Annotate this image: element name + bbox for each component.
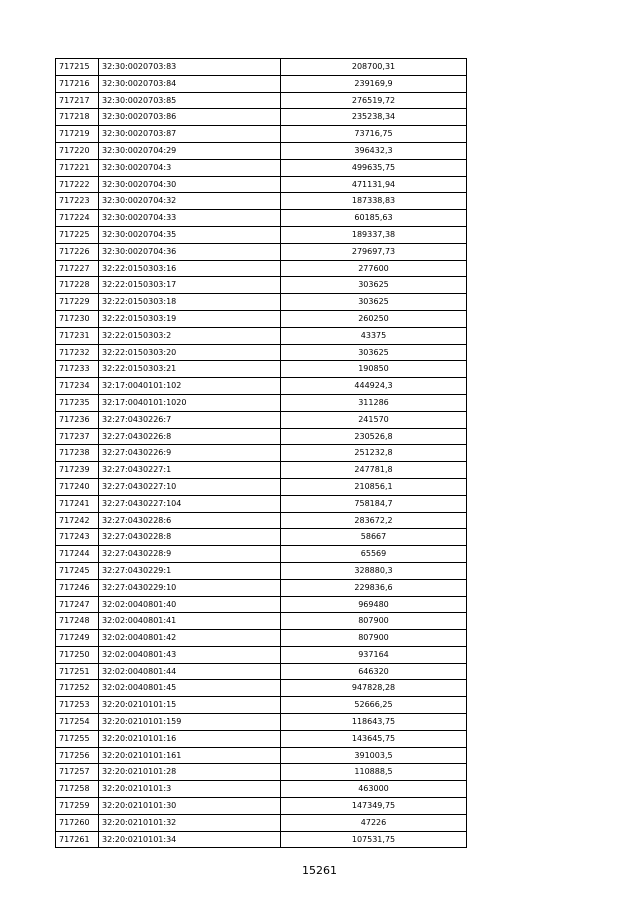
- cadastral-number-cell: 32:20:0210101:34: [99, 831, 281, 848]
- cadastral-number-cell: 32:30:0020704:29: [99, 142, 281, 159]
- cadastral-number-cell: 32:22:0150303:18: [99, 294, 281, 311]
- cadastral-value-table: [55, 58, 467, 848]
- cadastral-value-cell: 303625: [281, 277, 467, 294]
- cadastral-number-cell: 32:20:0210101:16: [99, 730, 281, 747]
- cadastral-number-cell: 32:30:0020704:35: [99, 226, 281, 243]
- cadastral-value-cell: 208700,31: [281, 59, 467, 76]
- cadastral-number-cell: 32:27:0430228:9: [99, 546, 281, 563]
- table-row: [56, 495, 467, 512]
- table-row: [56, 428, 467, 445]
- row-id-cell: 717225: [56, 226, 99, 243]
- table-row: [56, 747, 467, 764]
- cadastral-number-cell: 32:02:0040801:41: [99, 613, 281, 630]
- cadastral-number-cell: 32:27:0430227:1: [99, 462, 281, 479]
- cadastral-value-cell: 247781,8: [281, 462, 467, 479]
- row-id-cell: 717226: [56, 243, 99, 260]
- table-row: [56, 462, 467, 479]
- table-row: [56, 193, 467, 210]
- page-number: 15261: [302, 864, 337, 877]
- cadastral-value-cell: 229836,6: [281, 579, 467, 596]
- cadastral-number-cell: 32:02:0040801:45: [99, 680, 281, 697]
- table-row: [56, 210, 467, 227]
- cadastral-value-cell: 143645,75: [281, 730, 467, 747]
- cadastral-number-cell: 32:20:0210101:30: [99, 798, 281, 815]
- cadastral-value-cell: 110888,5: [281, 764, 467, 781]
- cadastral-value-cell: 311286: [281, 394, 467, 411]
- row-id-cell: 717238: [56, 445, 99, 462]
- row-id-cell: 717224: [56, 210, 99, 227]
- cadastral-value-cell: 65569: [281, 546, 467, 563]
- cadastral-number-cell: 32:27:0430226:8: [99, 428, 281, 445]
- table-row: [56, 646, 467, 663]
- cadastral-value-cell: 471131,94: [281, 176, 467, 193]
- cadastral-number-cell: 32:30:0020704:32: [99, 193, 281, 210]
- cadastral-value-cell: 239169,9: [281, 75, 467, 92]
- cadastral-number-cell: 32:22:0150303:20: [99, 344, 281, 361]
- cadastral-number-cell: 32:22:0150303:21: [99, 361, 281, 378]
- cadastral-value-cell: 807900: [281, 613, 467, 630]
- row-id-cell: 717215: [56, 59, 99, 76]
- cadastral-number-cell: 32:17:0040101:102: [99, 378, 281, 395]
- cadastral-number-cell: 32:27:0430228:6: [99, 512, 281, 529]
- cadastral-value-cell: 303625: [281, 294, 467, 311]
- row-id-cell: 717251: [56, 663, 99, 680]
- cadastral-number-cell: 32:20:0210101:32: [99, 814, 281, 831]
- row-id-cell: 717233: [56, 361, 99, 378]
- row-id-cell: 717256: [56, 747, 99, 764]
- row-id-cell: 717239: [56, 462, 99, 479]
- table-row: [56, 781, 467, 798]
- table-row: [56, 831, 467, 848]
- cadastral-number-cell: 32:27:0430229:10: [99, 579, 281, 596]
- cadastral-value-cell: 758184,7: [281, 495, 467, 512]
- cadastral-number-cell: 32:20:0210101:3: [99, 781, 281, 798]
- cadastral-number-cell: 32:02:0040801:40: [99, 596, 281, 613]
- cadastral-number-cell: 32:30:0020703:85: [99, 92, 281, 109]
- cadastral-value-cell: 328880,3: [281, 562, 467, 579]
- cadastral-number-cell: 32:20:0210101:15: [99, 697, 281, 714]
- cadastral-number-cell: 32:30:0020704:30: [99, 176, 281, 193]
- cadastral-number-cell: 32:02:0040801:44: [99, 663, 281, 680]
- row-id-cell: 717237: [56, 428, 99, 445]
- table-row: [56, 798, 467, 815]
- cadastral-number-cell: 32:30:0020703:86: [99, 109, 281, 126]
- cadastral-value-cell: 230526,8: [281, 428, 467, 445]
- row-id-cell: 717228: [56, 277, 99, 294]
- table-row: [56, 478, 467, 495]
- cadastral-number-cell: 32:20:0210101:28: [99, 764, 281, 781]
- row-id-cell: 717252: [56, 680, 99, 697]
- cadastral-value-cell: 58667: [281, 529, 467, 546]
- table-row: [56, 814, 467, 831]
- table-row: [56, 260, 467, 277]
- table-row: [56, 59, 467, 76]
- cadastral-number-cell: 32:27:0430227:104: [99, 495, 281, 512]
- row-id-cell: 717260: [56, 814, 99, 831]
- cadastral-number-cell: 32:20:0210101:159: [99, 714, 281, 731]
- row-id-cell: 717221: [56, 159, 99, 176]
- cadastral-number-cell: 32:30:0020704:36: [99, 243, 281, 260]
- table-row: [56, 445, 467, 462]
- row-id-cell: 717232: [56, 344, 99, 361]
- table-row: [56, 562, 467, 579]
- row-id-cell: 717261: [56, 831, 99, 848]
- cadastral-number-cell: 32:02:0040801:42: [99, 630, 281, 647]
- table-row: [56, 109, 467, 126]
- row-id-cell: 717243: [56, 529, 99, 546]
- cadastral-value-cell: 187338,83: [281, 193, 467, 210]
- table-row: [56, 680, 467, 697]
- row-id-cell: 717244: [56, 546, 99, 563]
- cadastral-value-cell: 73716,75: [281, 126, 467, 143]
- cadastral-number-cell: 32:27:0430228:8: [99, 529, 281, 546]
- table-row: [56, 714, 467, 731]
- row-id-cell: 717240: [56, 478, 99, 495]
- cadastral-number-cell: 32:22:0150303:2: [99, 327, 281, 344]
- table-row: [56, 411, 467, 428]
- cadastral-value-cell: 241570: [281, 411, 467, 428]
- cadastral-number-cell: 32:20:0210101:161: [99, 747, 281, 764]
- cadastral-number-cell: 32:27:0430229:1: [99, 562, 281, 579]
- table-row: [56, 277, 467, 294]
- row-id-cell: 717222: [56, 176, 99, 193]
- cadastral-value-cell: 969480: [281, 596, 467, 613]
- row-id-cell: 717234: [56, 378, 99, 395]
- cadastral-number-cell: 32:27:0430226:9: [99, 445, 281, 462]
- table-row: [56, 764, 467, 781]
- table-row: [56, 663, 467, 680]
- row-id-cell: 717249: [56, 630, 99, 647]
- cadastral-value-cell: 444924,3: [281, 378, 467, 395]
- row-id-cell: 717255: [56, 730, 99, 747]
- table-row: [56, 310, 467, 327]
- table-row: [56, 378, 467, 395]
- cadastral-number-cell: 32:30:0020703:87: [99, 126, 281, 143]
- row-id-cell: 717257: [56, 764, 99, 781]
- table-row: [56, 226, 467, 243]
- table-row: [56, 142, 467, 159]
- row-id-cell: 717250: [56, 646, 99, 663]
- row-id-cell: 717247: [56, 596, 99, 613]
- cadastral-value-cell: 235238,34: [281, 109, 467, 126]
- table-row: [56, 126, 467, 143]
- table-row: [56, 613, 467, 630]
- cadastral-value-cell: 107531,75: [281, 831, 467, 848]
- cadastral-value-cell: 52666,25: [281, 697, 467, 714]
- cadastral-number-cell: 32:30:0020704:33: [99, 210, 281, 227]
- cadastral-number-cell: 32:17:0040101:1020: [99, 394, 281, 411]
- cadastral-number-cell: 32:30:0020703:84: [99, 75, 281, 92]
- cadastral-number-cell: 32:27:0430227:10: [99, 478, 281, 495]
- table-row: [56, 361, 467, 378]
- row-id-cell: 717227: [56, 260, 99, 277]
- table-row: [56, 697, 467, 714]
- cadastral-value-cell: 60185,63: [281, 210, 467, 227]
- cadastral-number-cell: 32:22:0150303:17: [99, 277, 281, 294]
- row-id-cell: 717245: [56, 562, 99, 579]
- row-id-cell: 717253: [56, 697, 99, 714]
- row-id-cell: 717219: [56, 126, 99, 143]
- cadastral-value-cell: 499635,75: [281, 159, 467, 176]
- row-id-cell: 717254: [56, 714, 99, 731]
- table-row: [56, 596, 467, 613]
- table-row: [56, 344, 467, 361]
- row-id-cell: 717217: [56, 92, 99, 109]
- cadastral-value-cell: 276519,72: [281, 92, 467, 109]
- cadastral-number-cell: 32:02:0040801:43: [99, 646, 281, 663]
- table-row: [56, 92, 467, 109]
- row-id-cell: 717220: [56, 142, 99, 159]
- cadastral-value-cell: 391003,5: [281, 747, 467, 764]
- row-id-cell: 717258: [56, 781, 99, 798]
- table-row: [56, 579, 467, 596]
- cadastral-value-cell: 937164: [281, 646, 467, 663]
- cadastral-value-cell: 47226: [281, 814, 467, 831]
- row-id-cell: 717241: [56, 495, 99, 512]
- table-row: [56, 294, 467, 311]
- row-id-cell: 717229: [56, 294, 99, 311]
- cadastral-value-cell: 279697,73: [281, 243, 467, 260]
- cadastral-value-cell: 947828,28: [281, 680, 467, 697]
- row-id-cell: 717218: [56, 109, 99, 126]
- table-row: [56, 512, 467, 529]
- table-row: [56, 75, 467, 92]
- cadastral-number-cell: 32:22:0150303:19: [99, 310, 281, 327]
- table-row: [56, 730, 467, 747]
- table-body: [56, 59, 467, 848]
- cadastral-value-cell: 190850: [281, 361, 467, 378]
- row-id-cell: 717259: [56, 798, 99, 815]
- cadastral-value-cell: 463000: [281, 781, 467, 798]
- table-row: [56, 159, 467, 176]
- row-id-cell: 717242: [56, 512, 99, 529]
- table-row: [56, 529, 467, 546]
- row-id-cell: 717235: [56, 394, 99, 411]
- cadastral-number-cell: 32:27:0430226:7: [99, 411, 281, 428]
- table-row: [56, 176, 467, 193]
- cadastral-value-cell: 396432,3: [281, 142, 467, 159]
- table-row: [56, 243, 467, 260]
- row-id-cell: 717223: [56, 193, 99, 210]
- cadastral-value-cell: 303625: [281, 344, 467, 361]
- row-id-cell: 717216: [56, 75, 99, 92]
- cadastral-value-cell: 260250: [281, 310, 467, 327]
- row-id-cell: 717248: [56, 613, 99, 630]
- cadastral-value-cell: 277600: [281, 260, 467, 277]
- cadastral-value-cell: 283672,2: [281, 512, 467, 529]
- cadastral-value-cell: 118643,75: [281, 714, 467, 731]
- cadastral-value-cell: 210856,1: [281, 478, 467, 495]
- row-id-cell: 717246: [56, 579, 99, 596]
- cadastral-number-cell: 32:30:0020703:83: [99, 59, 281, 76]
- table-row: [56, 327, 467, 344]
- table-row: [56, 546, 467, 563]
- cadastral-number-cell: 32:22:0150303:16: [99, 260, 281, 277]
- row-id-cell: 717230: [56, 310, 99, 327]
- row-id-cell: 717231: [56, 327, 99, 344]
- cadastral-value-cell: 646320: [281, 663, 467, 680]
- table-row: [56, 630, 467, 647]
- cadastral-number-cell: 32:30:0020704:3: [99, 159, 281, 176]
- cadastral-value-cell: 43375: [281, 327, 467, 344]
- cadastral-value-cell: 189337,38: [281, 226, 467, 243]
- row-id-cell: 717236: [56, 411, 99, 428]
- cadastral-value-cell: 147349,75: [281, 798, 467, 815]
- cadastral-value-cell: 251232,8: [281, 445, 467, 462]
- cadastral-value-cell: 807900: [281, 630, 467, 647]
- table-row: [56, 394, 467, 411]
